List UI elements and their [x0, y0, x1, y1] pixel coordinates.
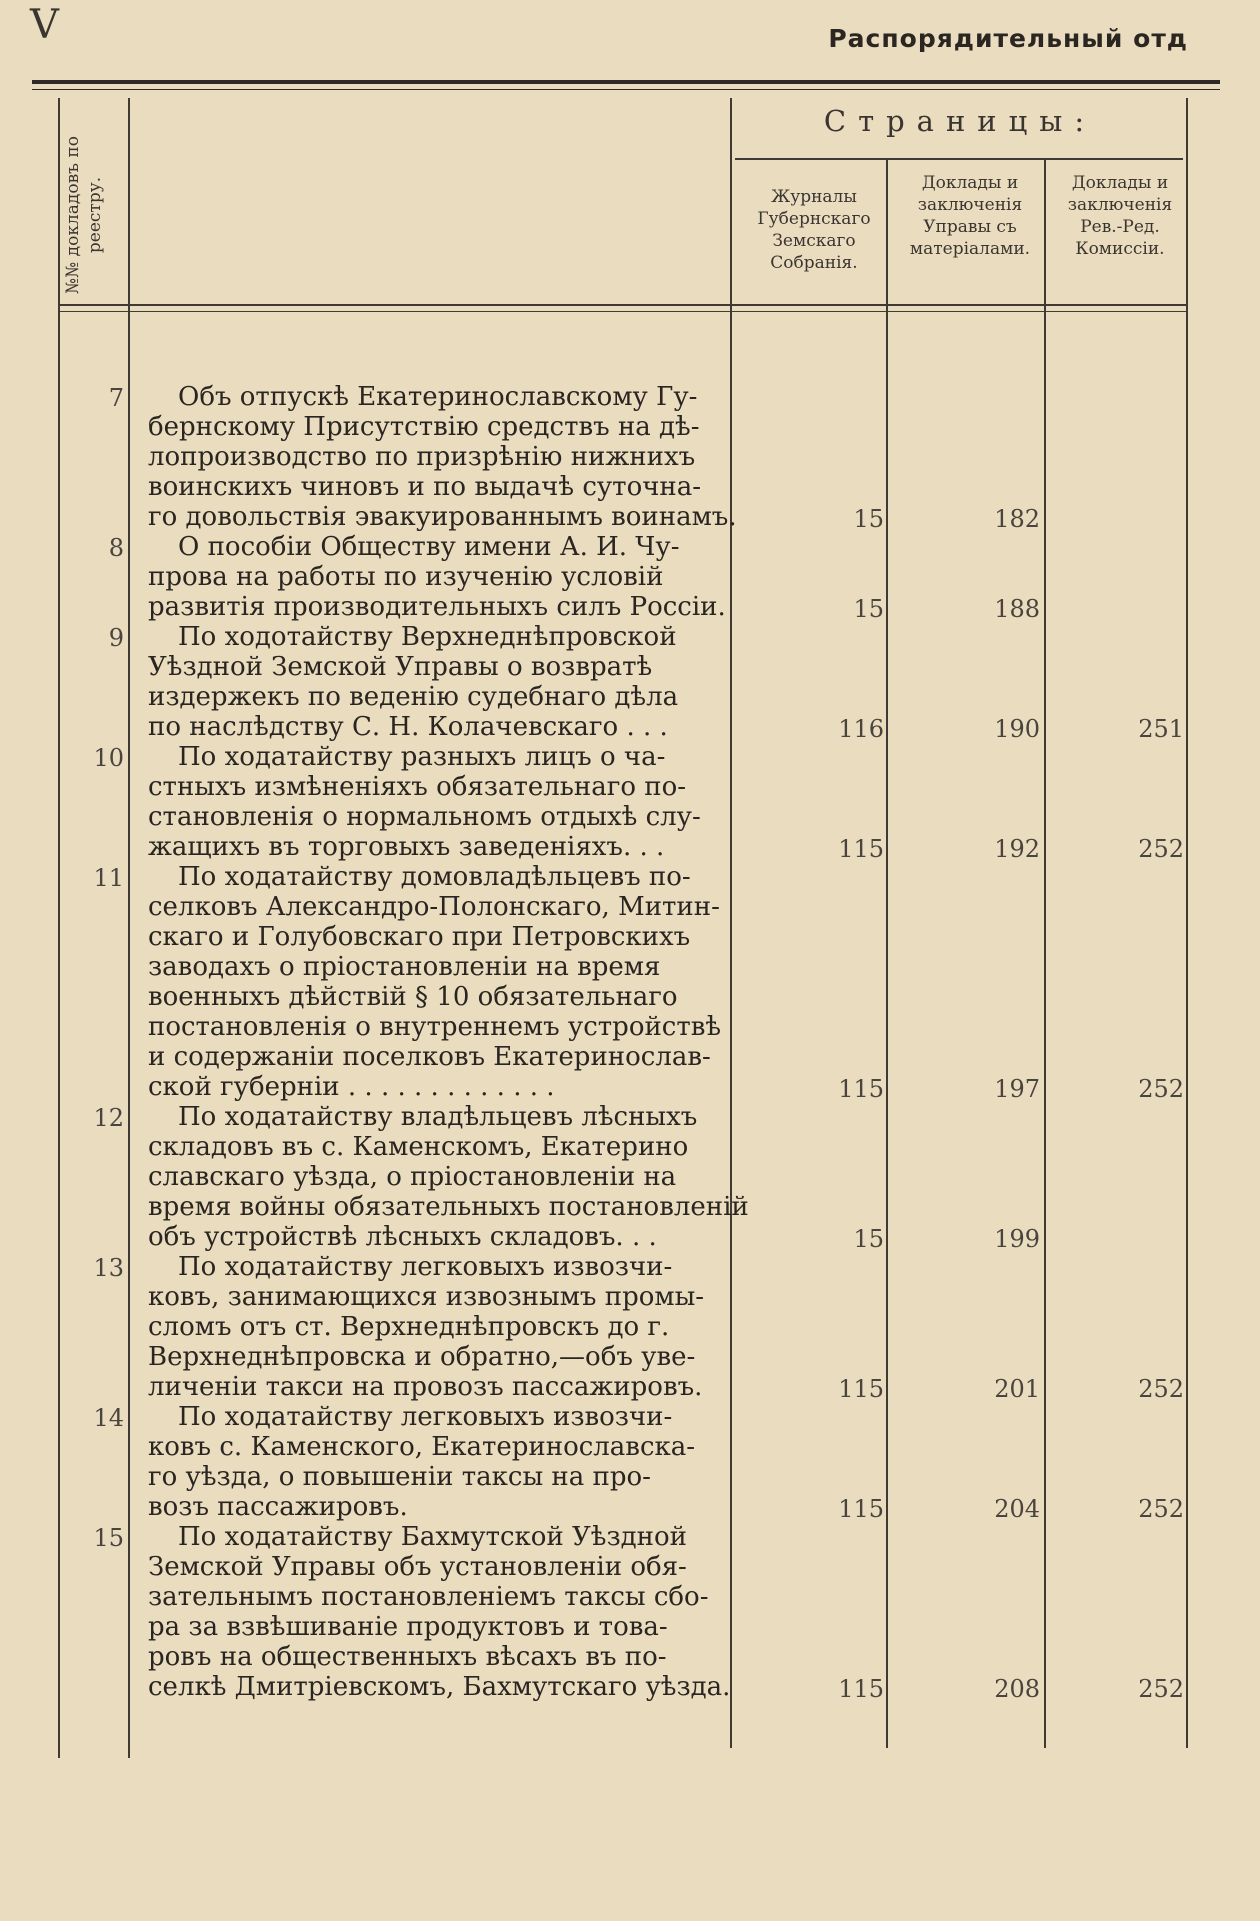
row-description: [148, 382, 737, 532]
running-header: Распорядительный отд: [828, 24, 1188, 53]
description-line: прова на работы по изученію условій: [148, 562, 664, 592]
head-line: [60, 311, 1186, 312]
col-line: [58, 98, 60, 1758]
description-line: селковъ Александро-Полонскаго, Митин-: [148, 892, 720, 922]
row-number: 9: [108, 624, 124, 652]
description-line: объ устройствѣ лѣсныхъ складовъ. . .: [148, 1222, 657, 1252]
page-report: 188: [994, 595, 1040, 623]
subhead-line: [735, 158, 1183, 160]
page-report: 204: [994, 1495, 1040, 1523]
page-report: 197: [994, 1075, 1040, 1103]
col-line: [1044, 160, 1046, 1748]
row-number: 15: [93, 1524, 124, 1552]
description-line: По ходатайству разныхъ лицъ о ча-: [178, 742, 666, 772]
page-commission: 252: [1138, 1495, 1184, 1523]
description-line: По ходатайству владѣльцевъ лѣсныхъ: [178, 1102, 698, 1132]
description-line: становленія о нормальномъ отдыхѣ слу-: [148, 802, 701, 832]
description-line: О пособіи Обществу имени А. И. Чу-: [178, 532, 680, 562]
page-journal: 115: [838, 1075, 884, 1103]
column-header-journals: Журналы Губернскаго Земскаго Собранія.: [757, 187, 871, 273]
page-journal: 15: [853, 505, 884, 533]
page-report: 190: [994, 715, 1040, 743]
description-line: личеніи такси на провозъ пассажировъ.: [148, 1372, 703, 1402]
head-line: [60, 304, 1186, 306]
description-line: лопроизводство по призрѣнію нижнихъ: [148, 442, 696, 472]
col-line: [886, 160, 888, 1748]
description-line: военныхъ дѣйствій § 10 обязательнаго: [148, 982, 678, 1012]
description-line: По ходатайству домовладѣльцевъ по-: [178, 862, 691, 892]
description-line: стныхъ измѣненіяхъ обязательнаго по-: [148, 772, 687, 802]
description-line: селкѣ Дмитріевскомъ, Бахмутскаго уѣзда.: [148, 1672, 731, 1702]
description-line: ра за взвѣшиваніе продуктовъ и това-: [148, 1612, 668, 1642]
col-line: [1186, 98, 1188, 1748]
description-line: заводахъ о пріостановленіи на время: [148, 952, 661, 982]
row-number: 14: [93, 1404, 124, 1432]
description-line: сломъ отъ ст. Верхнеднѣпровскъ до г.: [148, 1312, 670, 1342]
description-line: По ходатайству легковыхъ извозчи-: [178, 1252, 673, 1282]
column-header-reports: Доклады и заключенія Управы съ матеріалами.: [909, 173, 1031, 259]
page-roman-numeral: V: [30, 2, 59, 48]
column-header-commission: Доклады и заключенія Рев.-Ред. Комиссіи.: [1067, 173, 1173, 259]
row-number: 13: [93, 1254, 124, 1282]
row-description: [148, 1402, 714, 1522]
description-line: развитія производительныхъ силъ Россіи.: [148, 592, 726, 622]
page-commission: 252: [1138, 1675, 1184, 1703]
description-line: го довольствія эвакуированнымъ воинамъ.: [148, 502, 737, 532]
col-line: [128, 98, 130, 1758]
page-journal: 115: [838, 1375, 884, 1403]
row-number: 11: [93, 864, 124, 892]
page-journal: 115: [838, 835, 884, 863]
description-line: По ходатайству Бахмутской Уѣздной: [178, 1522, 687, 1552]
page-report: 201: [994, 1375, 1040, 1403]
row-number: 12: [93, 1104, 124, 1132]
description-line: По ходотайству Верхнеднѣпровской: [178, 622, 677, 652]
description-line: ской губерніи . . . . . . . . . . . . .: [148, 1072, 555, 1102]
page-report: 208: [994, 1675, 1040, 1703]
description-line: постановленія о внутреннемъ устройствѣ: [148, 1012, 722, 1042]
page-report: 182: [994, 505, 1040, 533]
page-journal: 115: [838, 1675, 884, 1703]
column-header-number: №№ докладовъ по реестру.: [63, 136, 105, 294]
description-line: жащихъ въ торговыхъ заведеніяхъ. . .: [148, 832, 665, 862]
page-commission: 252: [1138, 835, 1184, 863]
description-line: бернскому Присутствію средствъ на дѣ-: [148, 412, 700, 442]
description-line: ковъ с. Каменского, Екатеринославска-: [148, 1432, 696, 1462]
row-description: [148, 622, 714, 742]
page-journal: 115: [838, 1495, 884, 1523]
page-commission: 252: [1138, 1375, 1184, 1403]
page-journal: 116: [838, 715, 884, 743]
row-number: 7: [108, 384, 124, 412]
row-description: [148, 1102, 749, 1252]
description-line: Объ отпускѣ Екатеринославскому Гу-: [178, 382, 698, 412]
page-report: 199: [994, 1225, 1040, 1253]
header-rule: [32, 80, 1220, 90]
row-number: 10: [93, 744, 124, 772]
page-commission: 252: [1138, 1075, 1184, 1103]
description-line: скаго и Голубовскаго при Петровскихъ: [148, 922, 691, 952]
description-line: По ходатайству легковыхъ извозчи-: [178, 1402, 673, 1432]
description-line: ковъ, занимающихся извознымъ промы-: [148, 1282, 705, 1312]
description-line: ровъ на общественныхъ вѣсахъ въ по-: [148, 1642, 667, 1672]
description-line: зательнымъ постановленіемъ таксы сбо-: [148, 1582, 709, 1612]
page-journal: 15: [853, 1225, 884, 1253]
row-description: [148, 532, 726, 622]
column-header-pages: Страницы:: [823, 104, 1097, 138]
description-line: Уѣздной Земской Управы о возвратѣ: [148, 652, 653, 682]
description-line: издержекъ по веденію судебнаго дѣла: [148, 682, 679, 712]
description-line: Земской Управы объ установленіи обя-: [148, 1552, 687, 1582]
page-journal: 15: [853, 595, 884, 623]
description-line: складовъ въ с. Каменскомъ, Екатерино: [148, 1132, 689, 1162]
description-line: по наслѣдству С. Н. Колачевскаго . . .: [148, 712, 668, 742]
row-number: 8: [108, 534, 124, 562]
description-line: и содержаніи поселковъ Екатеринослав-: [148, 1042, 711, 1072]
description-line: время войны обязательныхъ постановленій: [148, 1192, 749, 1222]
col-line: [730, 98, 732, 1748]
row-description: [148, 1252, 714, 1402]
page-report: 192: [994, 835, 1040, 863]
description-line: возъ пассажировъ.: [148, 1492, 408, 1522]
description-line: воинскихъ чиновъ и по выдачѣ суточна-: [148, 472, 702, 502]
row-description: [148, 742, 714, 862]
description-line: Верхнеднѣпровска и обратно,—объ уве-: [148, 1342, 696, 1372]
row-description: [148, 1522, 731, 1702]
description-line: го уѣзда, о повышеніи таксы на про-: [148, 1462, 651, 1492]
description-line: славскаго уѣзда, о пріостановленіи на: [148, 1162, 677, 1192]
page-commission: 251: [1138, 715, 1184, 743]
row-description: [148, 862, 722, 1102]
